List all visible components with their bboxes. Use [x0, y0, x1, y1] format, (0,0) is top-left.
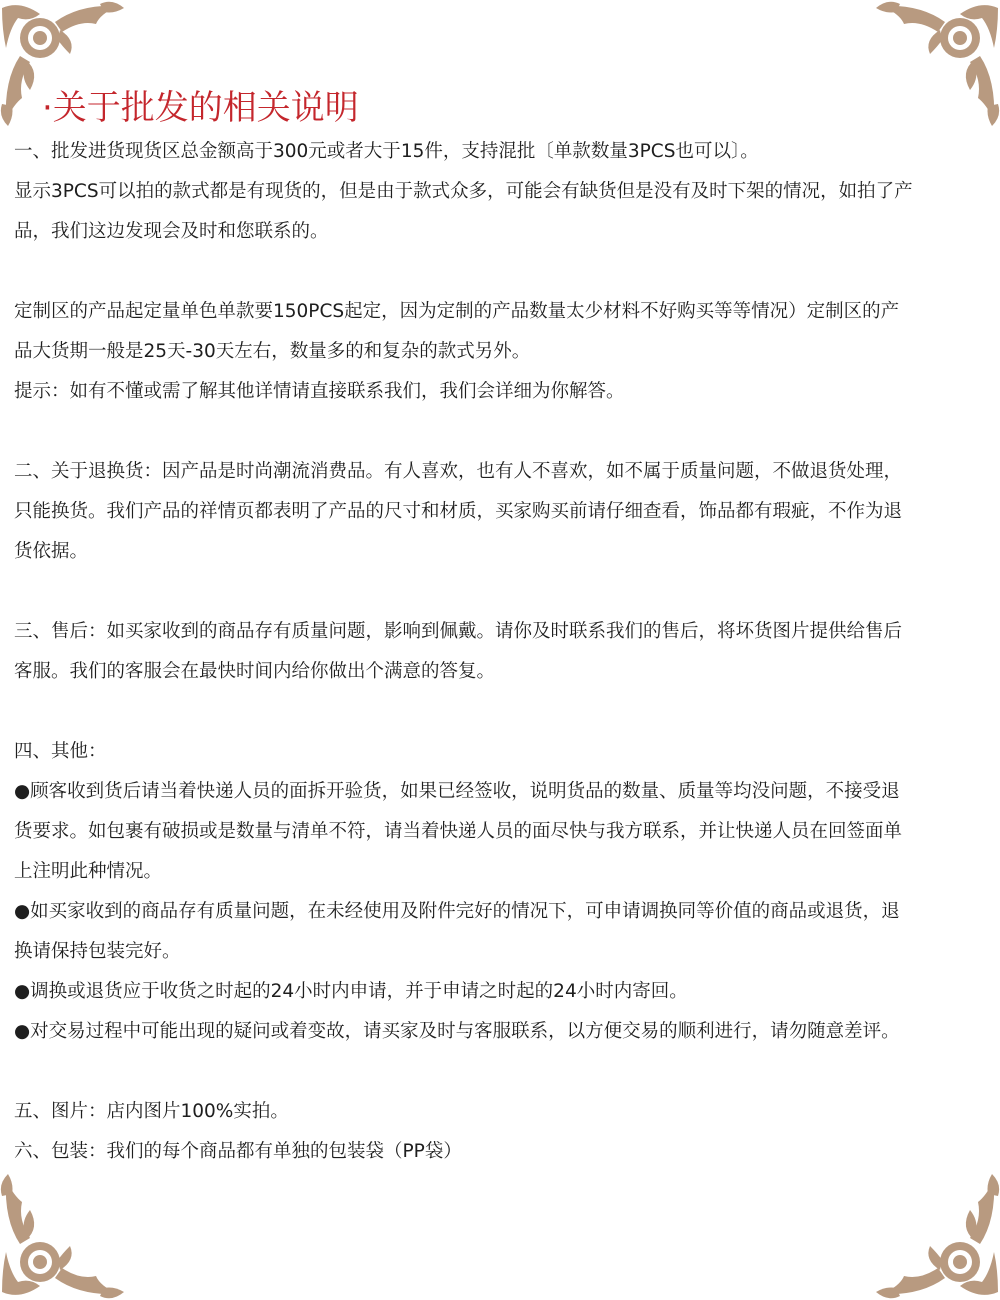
- text-line: ●调换或退货应于收货之时起的24小时内申请，并于申请之时起的24小时内寄回。: [14, 981, 688, 1002]
- blank-line: [14, 1052, 989, 1092]
- text-line: 上注明此种情况。: [14, 861, 163, 882]
- blank-line: [14, 412, 989, 452]
- text-line: 只能换货。我们产品的祥情页都表明了产品的尺寸和材质，买家购买前请仔细查看，饰品都有瑕疵，不作为退: [14, 501, 903, 522]
- text-line: 提示：如有不懂或需了解其他详情请直接联系我们，我们会详细为你解答。: [14, 381, 625, 402]
- text-line: 显示3PCS可以拍的款式都是有现货的，但是由于款式众多，可能会有缺货但是没有及时下架的情况，如拍了产: [14, 181, 913, 202]
- text-line: 五、图片：店内图片100%实拍。: [14, 1101, 289, 1122]
- text-line: ●对交易过程中可能出现的疑问或着变故，请买家及时与客服联系，以方便交易的顺利进行，请勿随意差评。: [14, 1021, 900, 1042]
- document-body: [14, 132, 989, 1172]
- blank-line: [14, 692, 989, 732]
- text-line: 四、其他：: [14, 741, 107, 762]
- text-line: 货要求。如包裹有破损或是数量与清单不符，请当着快递人员的面尽快与我方联系，并让快递人员在回签面单: [14, 821, 903, 842]
- text-line: 品，我们这边发现会及时和您联系的。: [14, 221, 329, 242]
- blank-line: [14, 572, 989, 612]
- text-line: 二、关于退换货：因产品是时尚潮流消费品。有人喜欢，也有人不喜欢，如不属于质量问题，不做退货处理，: [14, 461, 903, 482]
- text-line: 六、包装：我们的每个商品都有单独的包装袋（PP袋）: [14, 1141, 462, 1162]
- text-line: ●顾客收到货后请当着快递人员的面拆开验货，如果已经签收，说明货品的数量、质量等均没问题，不接受退: [14, 781, 900, 802]
- text-line: 一、批发进货现货区总金额高于300元或者大于15件，支持混批〔单款数量3PCS也可以〕。: [14, 141, 759, 162]
- text-line: 换请保持包装完好。: [14, 941, 181, 962]
- corner-ornament-bottom-right: [870, 1170, 1000, 1300]
- blank-line: [14, 252, 989, 292]
- corner-ornament-top-right: [870, 0, 1000, 130]
- corner-ornament-bottom-left: [0, 1170, 130, 1300]
- text-line: 三、售后：如买家收到的商品存有质量问题，影响到佩戴。请你及时联系我们的售后，将坏货图片提供给售后: [14, 621, 903, 642]
- text-line: 定制区的产品起定量单色单款要150PCS起定，因为定制的产品数量太少材料不好购买等等情况）定制区的产: [14, 301, 900, 322]
- page-title: ·关于批发的相关说明: [42, 88, 359, 128]
- text-line: 货依据。: [14, 541, 89, 562]
- text-line: 品大货期一般是25天-30天左右，数量多的和复杂的款式另外。: [14, 341, 531, 362]
- text-line: 客服。我们的客服会在最快时间内给你做出个满意的答复。: [14, 661, 496, 682]
- text-line: ●如买家收到的商品存有质量问题，在未经使用及附件完好的情况下，可申请调换同等价值的商品或退货，退: [14, 901, 900, 922]
